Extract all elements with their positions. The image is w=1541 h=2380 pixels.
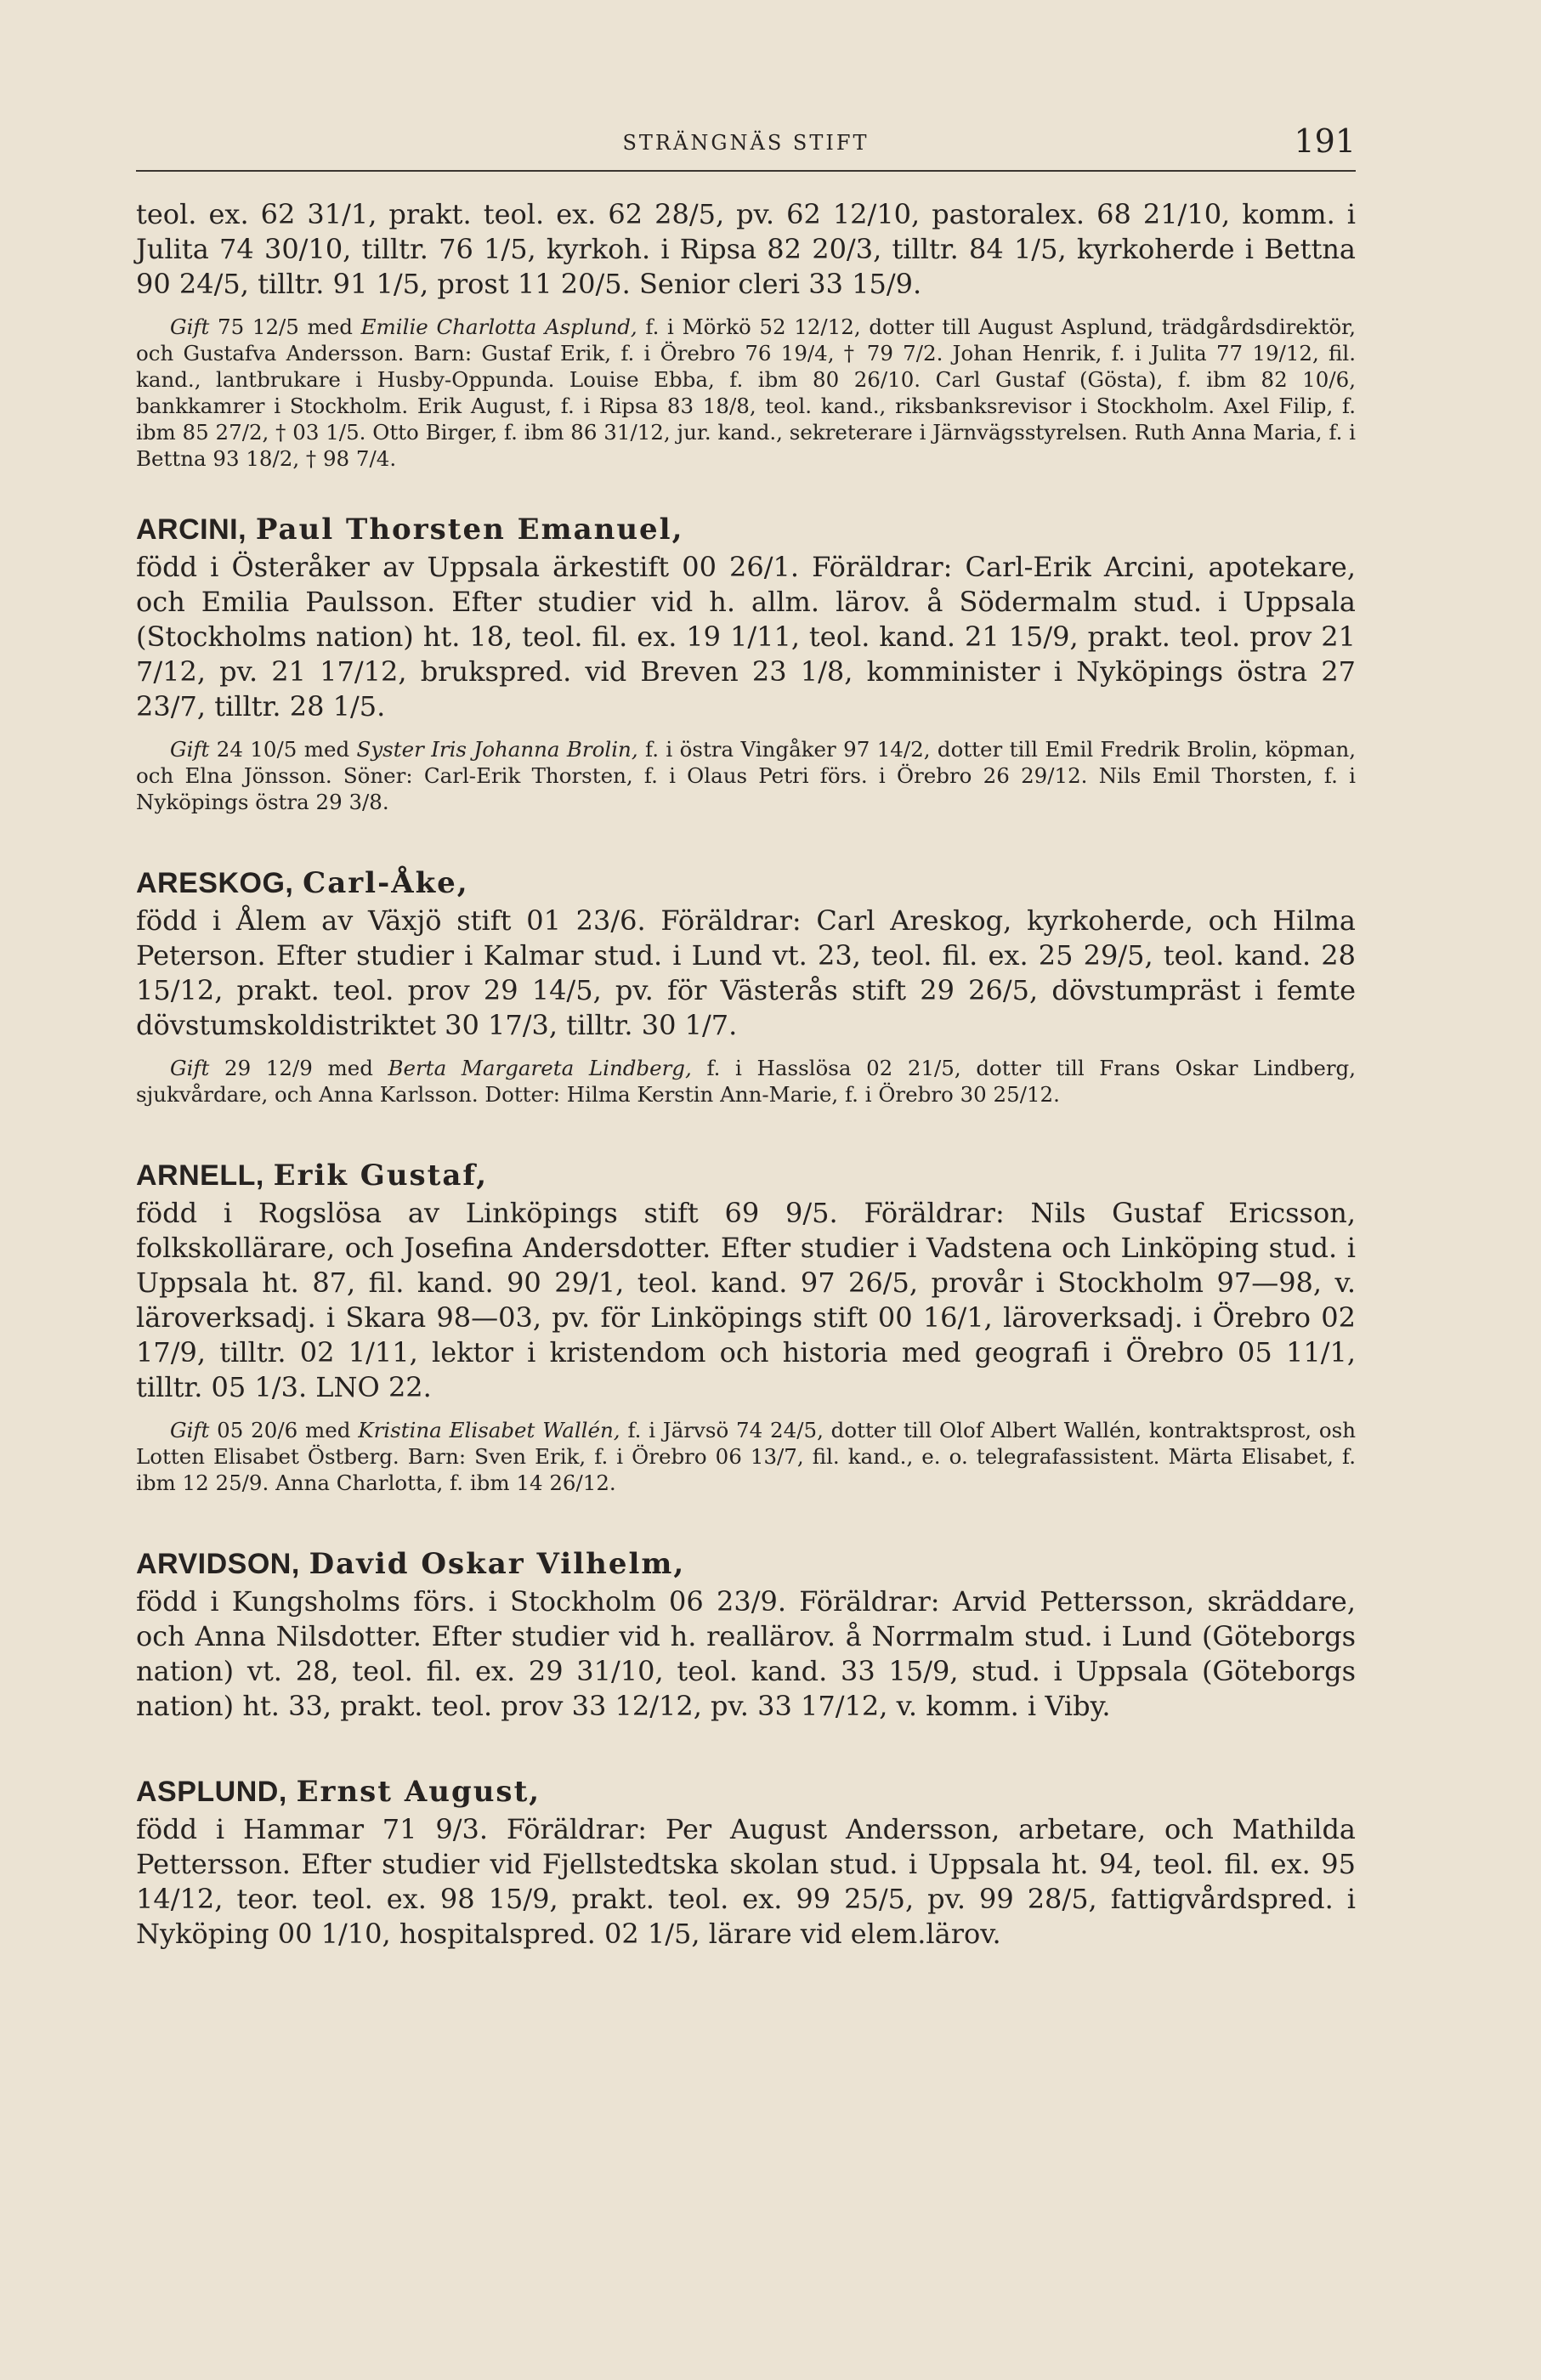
entry-career: född i Hammar 71 9/3. Föräldrar: Per August Andersson, arbetare, och Mathilda Pettersson. Efter studier vid Fjellstedtska skolan stud. i Uppsala ht. 94, teol. fil. ex. 95 14/12, teor. teol. ex. 98 15/9, prakt. teol. ex. 99 25/5, pv. 99 28/5, fattigvårdspred. i Nyköping 00 1/10, hospitalspred. 02 1/5, lärare vid elem.lärov. xyxy=(136,1813,1356,1950)
entry-surname: ARCINI, xyxy=(136,513,247,546)
family-details: f. i Järvsö 74 24/5, dotter till Olof Albert Wallén, kontraktsprost, osh Lotten Elisabet Östberg. Barn: Sven Erik, f. i Örebro 06 13/7, fil. kand., e. o. telegrafassistent. Märta Elisabet, f. ibm 12 25/9. Anna Charlotta, f. ibm 14 26/12. xyxy=(136,1418,1357,1495)
entry-surname: ARVIDSON, xyxy=(136,1548,300,1580)
entry-surname: ARNELL, xyxy=(136,1159,264,1192)
family-gift-label: Gift xyxy=(170,737,210,762)
entry-career: född i Ålem av Växjö stift 01 23/6. Föräldrar: Carl Areskog, kyrkoherde, och Hilma Peterson. Efter studier i Kalmar stud. i Lund vt. 23, teol. fil. ex. 25 29/5, teol. kand. 28 15/12, prakt. teol. prov 29 14/5, pv. för Västerås stift 29 26/5, dövstumpräst i femte dövstumskoldistriktet 30 17/3, tilltr. 30 1/7. xyxy=(136,904,1356,1041)
family-date: 24 10/5 med xyxy=(216,737,350,762)
entry-surname: ARESKOG, xyxy=(136,867,294,899)
entry-career: teol. ex. 62 31/1, prakt. teol. ex. 62 28/5, pv. 62 12/10, pastoralex. 68 21/10, komm. i Julita 74 30/10, tilltr. 76 1/5, kyrkoh. i Ripsa 82 20/3, tilltr. 84 1/5, kyrkoherde i Bettna 90 24/5, tilltr. 91 1/5, prost 11 20/5. Senior cleri 33 15/9. xyxy=(136,198,1356,300)
page-header xyxy=(136,119,1356,172)
entry-heading xyxy=(136,1771,1356,1812)
entry-family xyxy=(136,314,1356,472)
page-number: 191 xyxy=(1294,122,1356,160)
family-spouse: Syster Iris Johanna Brolin, xyxy=(356,737,638,762)
entry-given-names: David Oskar Vilhelm, xyxy=(309,1547,686,1581)
family-gift-label: Gift xyxy=(170,314,210,339)
biography-entry xyxy=(136,1544,1356,1724)
biography-entry xyxy=(136,197,1356,472)
family-date: 75 12/5 med xyxy=(218,314,353,339)
family-gift-label: Gift xyxy=(170,1056,210,1080)
entry-heading xyxy=(136,863,1356,904)
family-gift-label: Gift xyxy=(170,1418,210,1442)
entry-heading xyxy=(136,1544,1356,1584)
entry-given-names: Ernst August, xyxy=(296,1775,541,1809)
page-body xyxy=(136,197,1356,1952)
entry-given-names: Erik Gustaf, xyxy=(273,1159,489,1193)
family-spouse: Berta Margareta Lindberg, xyxy=(388,1056,692,1080)
family-details: f. i Mörkö 52 12/12, dotter till August Asplund, trädgårdsdirektör, och Gustafva Andersson. Barn: Gustaf Erik, f. i Örebro 76 19/4, † 79 7/2. Johan Henrik, f. i Julita 77 19/12, fil. kand., lantbrukare i Husby-Oppunda. Louise Ebba, f. ibm 80 26/10. Carl Gustaf (Gösta), f. ibm 82 10/6, bankkamrer i Stockholm. Erik August, f. i Ripsa 83 18/8, teol. kand., riksbanksrevisor i Stockholm. Axel Filip, f. ibm 85 27/2, † 03 1/5. Otto Birger, f. ibm 86 31/12, jur. kand., sekreterare i Järnvägsstyrelsen. Ruth Anna Maria, f. i Bettna 93 18/2, † 98 7/4. xyxy=(136,314,1356,471)
entry-family xyxy=(136,1055,1356,1108)
family-details: f. i Hasslösa 02 21/5, dotter till Frans Oskar Lindberg, sjukvårdare, och Anna Karlsson. Dotter: Hilma Kerstin Ann-Marie, f. i Örebro 30 25/12. xyxy=(136,1056,1357,1107)
running-title: STRÄNGNÄS STIFT xyxy=(622,131,870,155)
biography-entry xyxy=(136,509,1356,815)
entry-career: född i Rogslösa av Linköpings stift 69 9/5. Föräldrar: Nils Gustaf Ericsson, folkskollärare, och Josefina Andersdotter. Efter studier i Vadstena och Linköping stud. i Uppsala ht. 87, fil. kand. 90 29/1, teol. kand. 97 26/5, provår i Stockholm 97—98, v. läroverksadj. i Skara 98—03, pv. för Linköpings stift 00 16/1, läroverksadj. i Örebro 02 17/9, tilltr. 02 1/11, lektor i kristendom och historia med geografi i Örebro 05 11/1, tilltr. 05 1/3. LNO 22. xyxy=(136,1197,1356,1403)
biography-entry xyxy=(136,863,1356,1108)
entry-family xyxy=(136,1417,1356,1496)
entry-heading xyxy=(136,1155,1356,1196)
entry-career: född i Kungsholms förs. i Stockholm 06 23/9. Föräldrar: Arvid Pettersson, skräddare, och Anna Nilsdotter. Efter studier vid h. reallärov. å Norrmalm stud. i Lund (Göteborgs nation) vt. 28, teol. fil. ex. 29 31/10, teol. kand. 33 15/9, stud. i Uppsala (Göteborgs nation) ht. 33, prakt. teol. prov 33 12/12, pv. 33 17/12, v. komm. i Viby. xyxy=(136,1585,1356,1722)
family-spouse: Kristina Elisabet Wallén, xyxy=(358,1418,620,1442)
biography-entry xyxy=(136,1155,1356,1496)
family-spouse: Emilie Charlotta Asplund, xyxy=(360,314,637,339)
entry-career: född i Österåker av Uppsala ärkestift 00 26/1. Föräldrar: Carl-Erik Arcini, apotekare, och Emilia Paulsson. Efter studier vid h. allm. lärov. å Södermalm stud. i Uppsala (Stockholms nation) ht. 18, teol. fil. ex. 19 1/11, teol. kand. 21 15/9, prakt. teol. prov 21 7/12, pv. 21 17/12, brukspred. vid Breven 23 1/8, komminister i Nyköpings östra 27 23/7, tilltr. 28 1/5. xyxy=(136,551,1356,722)
entry-given-names: Paul Thorsten Emanuel, xyxy=(255,513,684,547)
entry-surname: ASPLUND, xyxy=(136,1776,287,1808)
biography-entry xyxy=(136,1771,1356,1952)
entry-given-names: Carl-Åke, xyxy=(303,866,469,900)
entry-heading xyxy=(136,509,1356,550)
entry-family xyxy=(136,736,1356,815)
family-date: 29 12/9 med xyxy=(224,1056,373,1080)
family-date: 05 20/6 med xyxy=(217,1418,351,1442)
family-details: f. i östra Vingåker 97 14/2, dotter till Emil Fredrik Brolin, köpman, och Elna Jönsson. Söner: Carl-Erik Thorsten, f. i Olaus Petri förs. i Örebro 26 29/12. Nils Emil Thorsten, f. i Nyköpings östra 29 3/8. xyxy=(136,737,1357,814)
